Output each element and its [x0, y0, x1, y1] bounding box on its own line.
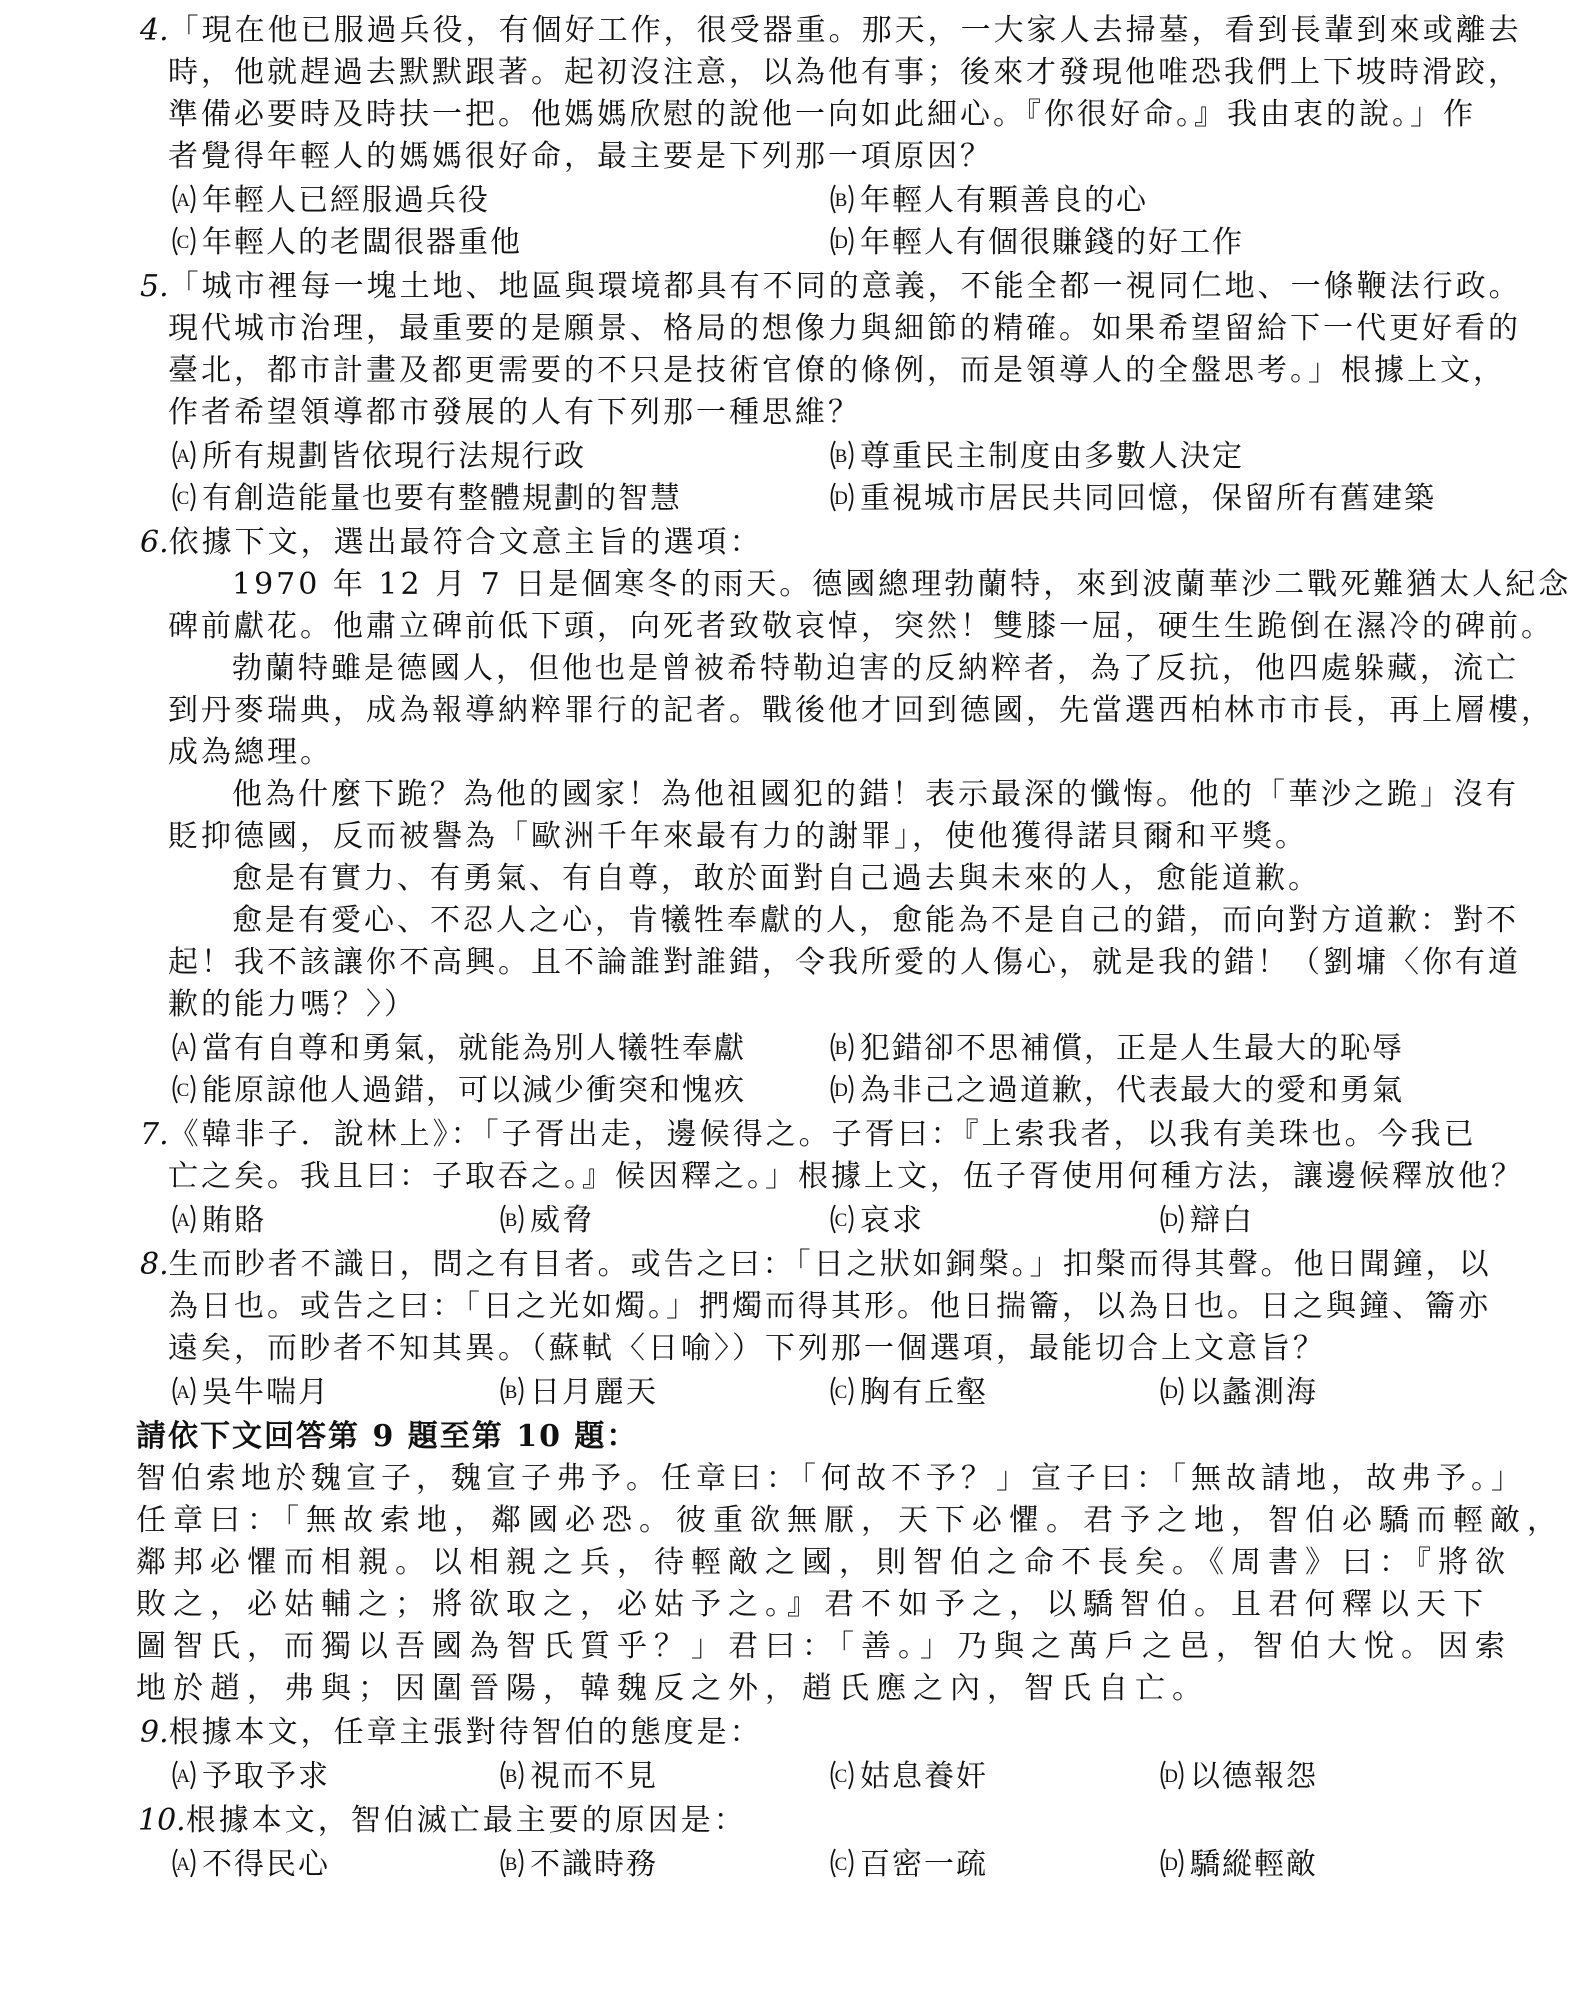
- passage-line: 任章曰：「無故索地，鄰國必恐。彼重欲無厭，天下必懼。君予之地，智伯必驕而輕敵，: [136, 1503, 1564, 1538]
- option-a-mark-icon: [168, 1759, 200, 1791]
- option-c-mark-icon: [168, 481, 200, 513]
- option-c-mark-icon: [826, 1847, 858, 1879]
- question-9-option-d[interactable]: D 以德報怨: [1156, 1756, 1318, 1798]
- option-a-mark-icon: [168, 183, 200, 215]
- option-b-mark-icon: [826, 439, 858, 471]
- passage-line: 愈是有實力、有勇氣、有自尊，敢於面對自己過去與未來的人，愈能道歉。: [232, 861, 1321, 896]
- option-c-mark-icon: [826, 1375, 858, 1407]
- question-6-option-d[interactable]: D 為非己之過道歉，代表最大的愛和勇氣: [826, 1070, 1404, 1112]
- question-10-option-d[interactable]: D 驕縱輕敵: [1156, 1844, 1318, 1886]
- svg-text:C: C: [176, 232, 192, 253]
- question-6-option-a[interactable]: A 當有自尊和勇氣，就能為別人犧牲奉獻: [168, 1028, 746, 1070]
- option-c-mark-icon: [168, 225, 200, 257]
- question-7-option-a[interactable]: A 賄賂: [168, 1200, 266, 1242]
- question-6-option-b[interactable]: B 犯錯卻不思補償，正是人生最大的恥辱: [826, 1028, 1404, 1070]
- question-8-number: 8.: [140, 1247, 169, 1282]
- svg-text:D: D: [834, 1080, 850, 1101]
- passage-line: 愈是有愛心、不忍人之心，肯犧牲奉獻的人，愈能為不是自己的錯，而向對方道歉：對不: [232, 903, 1519, 938]
- passage-line: 敗之，必姑輔之；將欲取之，必姑予之。』君不如予之，以驕智伯。且君何釋以天下: [136, 1587, 1490, 1622]
- question-8-line-1: 8.生而眇者不識日，問之有目者。或告之曰：「日之狀如銅槃。」扣槃而得其聲。他日聞鐘，以: [140, 1247, 1492, 1282]
- question-8-line-3: 遠矣，而眇者不知其異。（蘇軾〈日喻〉）下列那一個選項，最能切合上文意旨？: [168, 1331, 1326, 1366]
- svg-text:D: D: [834, 232, 850, 253]
- option-b-mark-icon: [496, 1759, 528, 1791]
- passage-line: 到丹麥瑞典，成為報導納粹罪行的記者。戰後他才回到德國，先當選西柏林市市長，再上層樓，: [168, 693, 1554, 728]
- svg-text:C: C: [834, 1854, 850, 1875]
- svg-text:D: D: [1164, 1766, 1180, 1787]
- passage-line: 智伯索地於魏宣子，魏宣子弗予。任章曰：「何故不予？」宣子曰：「無故請地，故弗予。」: [136, 1461, 1526, 1496]
- question-10-option-c[interactable]: C 百密一疏: [826, 1844, 988, 1886]
- svg-text:A: A: [176, 446, 192, 467]
- passage-line: 圖智氏，而獨以吾國為智氏質乎？」君曰：「善。」乃與之萬戶之邑，智伯大悅。因索: [136, 1629, 1512, 1664]
- question-7-option-d[interactable]: D 辯白: [1156, 1200, 1254, 1242]
- option-d-mark-icon: [826, 481, 858, 513]
- option-d-mark-icon: [826, 1073, 858, 1105]
- svg-text:B: B: [504, 1382, 520, 1403]
- question-9-option-c[interactable]: C 姑息養奸: [826, 1756, 988, 1798]
- svg-text:C: C: [834, 1382, 850, 1403]
- option-c-mark-icon: [826, 1759, 858, 1791]
- question-7-option-b[interactable]: B 威脅: [496, 1200, 594, 1242]
- passage-line: 勃蘭特雖是德國人，但他也是曾被希特勒迫害的反納粹者，為了反抗，他四處躲藏，流亡: [232, 651, 1519, 686]
- option-b-mark-icon: [826, 183, 858, 215]
- question-6-number: 6.: [140, 525, 169, 560]
- question-4-number: 4.: [140, 13, 169, 48]
- passage-line: 歉的能力嗎？〉）: [168, 987, 417, 1022]
- question-8-line-2: 為日也。或告之曰：「日之光如燭。」捫燭而得其形。他日揣籥，以為日也。日之與鐘、籥亦: [168, 1289, 1491, 1324]
- option-a-mark-icon: [168, 1031, 200, 1063]
- question-10-number: 10.: [138, 1803, 186, 1838]
- option-d-mark-icon: [1156, 1203, 1188, 1235]
- question-9-option-a[interactable]: A 予取予求: [168, 1756, 330, 1798]
- question-7-number: 7.: [140, 1117, 169, 1152]
- question-10-option-a[interactable]: A 不得民心: [168, 1844, 330, 1886]
- question-7-line-1: 7.《韓非子．說林上》：「子胥出走，邊候得之。子胥曰：『上索我者，以我有美珠也。今我已: [140, 1117, 1477, 1152]
- question-9-option-b[interactable]: B 視而不見: [496, 1756, 658, 1798]
- svg-text:B: B: [504, 1854, 520, 1875]
- option-a-mark-icon: [168, 1375, 200, 1407]
- passage-line: 鄰邦必懼而相親。以相親之兵，待輕敵之國，則智伯之命不長矣。《周書》曰：『將欲: [136, 1545, 1512, 1580]
- question-9-stem: 9.根據本文，任章主張對待智伯的態度是：: [140, 1715, 763, 1750]
- svg-text:A: A: [176, 1210, 192, 1231]
- svg-text:C: C: [834, 1210, 850, 1231]
- question-7-option-c[interactable]: C 哀求: [826, 1200, 924, 1242]
- svg-text:C: C: [176, 488, 192, 509]
- question-5-line-4: 作者希望領導都市發展的人有下列那一種思維？: [168, 395, 861, 430]
- option-b-mark-icon: [496, 1375, 528, 1407]
- passage-line: 地於趙，弗與；因圍晉陽，韓魏反之外，趙氏應之內，智氏自亡。: [136, 1671, 1209, 1706]
- question-10-stem: 10.根據本文，智伯滅亡最主要的原因是：: [138, 1803, 747, 1838]
- option-b-mark-icon: [496, 1203, 528, 1235]
- question-8-option-a[interactable]: A 吳牛喘月: [168, 1372, 330, 1414]
- passage-line: 他為什麼下跪？為他的國家！為他祖國犯的錯！表示最深的懺悔。他的「華沙之跪」沒有: [232, 777, 1519, 812]
- question-6-option-c[interactable]: C 能原諒他人過錯，可以減少衝突和愧疚: [168, 1070, 746, 1112]
- question-4-option-c[interactable]: C 年輕人的老闆很器重他: [168, 222, 522, 264]
- svg-text:D: D: [1164, 1210, 1180, 1231]
- question-9-number: 9.: [140, 1715, 169, 1750]
- svg-text:C: C: [176, 1080, 192, 1101]
- question-5-line-1: 5.「城市裡每一塊土地、地區與環境都具有不同的意義，不能全都一視同仁地、一條鞭法行政。: [140, 269, 1522, 304]
- question-4-option-a[interactable]: A 年輕人已經服過兵役: [168, 180, 490, 222]
- svg-text:C: C: [834, 1766, 850, 1787]
- question-5-number: 5.: [140, 269, 169, 304]
- question-4-line-2: 時，他就趕過去默默跟著。起初沒注意，以為他有事；後來才發現他唯恐我們上下坡時滑跤，: [168, 55, 1521, 90]
- question-8-option-b[interactable]: B 日月麗天: [496, 1372, 658, 1414]
- question-5-option-b[interactable]: B 尊重民主制度由多數人決定: [826, 436, 1244, 478]
- option-d-mark-icon: [1156, 1375, 1188, 1407]
- question-4-option-d[interactable]: D 年輕人有個很賺錢的好工作: [826, 222, 1244, 264]
- svg-text:B: B: [834, 190, 850, 211]
- svg-text:D: D: [1164, 1854, 1180, 1875]
- svg-text:D: D: [1164, 1382, 1180, 1403]
- question-6-stem: 6.依據下文，選出最符合文意主旨的選項：: [140, 525, 763, 560]
- svg-text:D: D: [834, 488, 850, 509]
- passage-line: 貶抑德國，反而被譽為「歐洲千年來最有力的謝罪」，使他獲得諾貝爾和平獎。: [168, 819, 1308, 854]
- svg-text:A: A: [176, 1854, 192, 1875]
- question-5-option-a[interactable]: A 所有規劃皆依現行法規行政: [168, 436, 586, 478]
- passage-line: 起！我不該讓你不高興。且不論誰對誰錯，令我所愛的人傷心，就是我的錯！（劉墉〈你有道: [168, 945, 1521, 980]
- question-10-option-b[interactable]: B 不識時務: [496, 1844, 658, 1886]
- option-b-mark-icon: [496, 1847, 528, 1879]
- svg-text:B: B: [834, 446, 850, 467]
- option-a-mark-icon: [168, 1203, 200, 1235]
- svg-text:A: A: [176, 1766, 192, 1787]
- option-c-mark-icon: [826, 1203, 858, 1235]
- svg-text:B: B: [504, 1766, 520, 1787]
- svg-text:A: A: [176, 1038, 192, 1059]
- question-4-line-1: 4.「現在他已服過兵役，有個好工作，很受器重。那天，一大家人去掃墓，看到長輩到來或離去: [140, 13, 1522, 48]
- option-d-mark-icon: [1156, 1847, 1188, 1879]
- option-a-mark-icon: [168, 439, 200, 471]
- question-5-option-c[interactable]: C 有創造能量也要有整體規劃的智慧: [168, 478, 682, 520]
- question-8-option-d[interactable]: D 以蠡測海: [1156, 1372, 1318, 1414]
- question-8-option-c[interactable]: C 胸有丘壑: [826, 1372, 988, 1414]
- question-7-line-2: 亡之矣。我且曰：子取吞之。』候因釋之。」根據上文，伍子胥使用何種方法，讓邊候釋放他？: [168, 1159, 1524, 1194]
- group-heading: 請依下文回答第 9 題至第 10 題：: [136, 1419, 639, 1454]
- option-b-mark-icon: [826, 1031, 858, 1063]
- question-5-line-3: 臺北，都市計畫及都更需要的不只是技術官僚的條例，而是領導人的全盤思考。」根據上文，: [168, 353, 1506, 388]
- svg-text:A: A: [176, 1382, 192, 1403]
- question-4-line-4: 者覺得年輕人的媽媽很好命，最主要是下列那一項原因？: [168, 139, 993, 174]
- option-c-mark-icon: [168, 1073, 200, 1105]
- svg-text:B: B: [504, 1210, 520, 1231]
- question-5-line-2: 現代城市治理，最重要的是願景、格局的想像力與細節的精確。如果希望留給下一代更好看的: [168, 311, 1521, 346]
- question-4-option-b[interactable]: B 年輕人有顆善良的心: [826, 180, 1148, 222]
- svg-text:B: B: [834, 1038, 850, 1059]
- option-d-mark-icon: [826, 225, 858, 257]
- passage-line: 成為總理。: [168, 735, 333, 770]
- option-d-mark-icon: [1156, 1759, 1188, 1791]
- question-4-line-3: 準備必要時及時扶一把。他媽媽欣慰的說他一向如此細心。『你很好命。』我由衷的說。」作: [168, 97, 1476, 132]
- svg-text:A: A: [176, 190, 192, 211]
- question-5-option-d[interactable]: D 重視城市居民共同回憶，保留所有舊建築: [826, 478, 1436, 520]
- passage-line: 碑前獻花。他肅立碑前低下頭，向死者致敬哀悼，突然！雙膝一屈，硬生生跪倒在濕冷的碑前。: [168, 609, 1554, 644]
- passage-line: 1970 年 12 月 7 日是個寒冬的雨天。德國總理勃蘭特，來到波蘭華沙二戰死難猶太人紀念: [232, 567, 1572, 602]
- option-a-mark-icon: [168, 1847, 200, 1879]
